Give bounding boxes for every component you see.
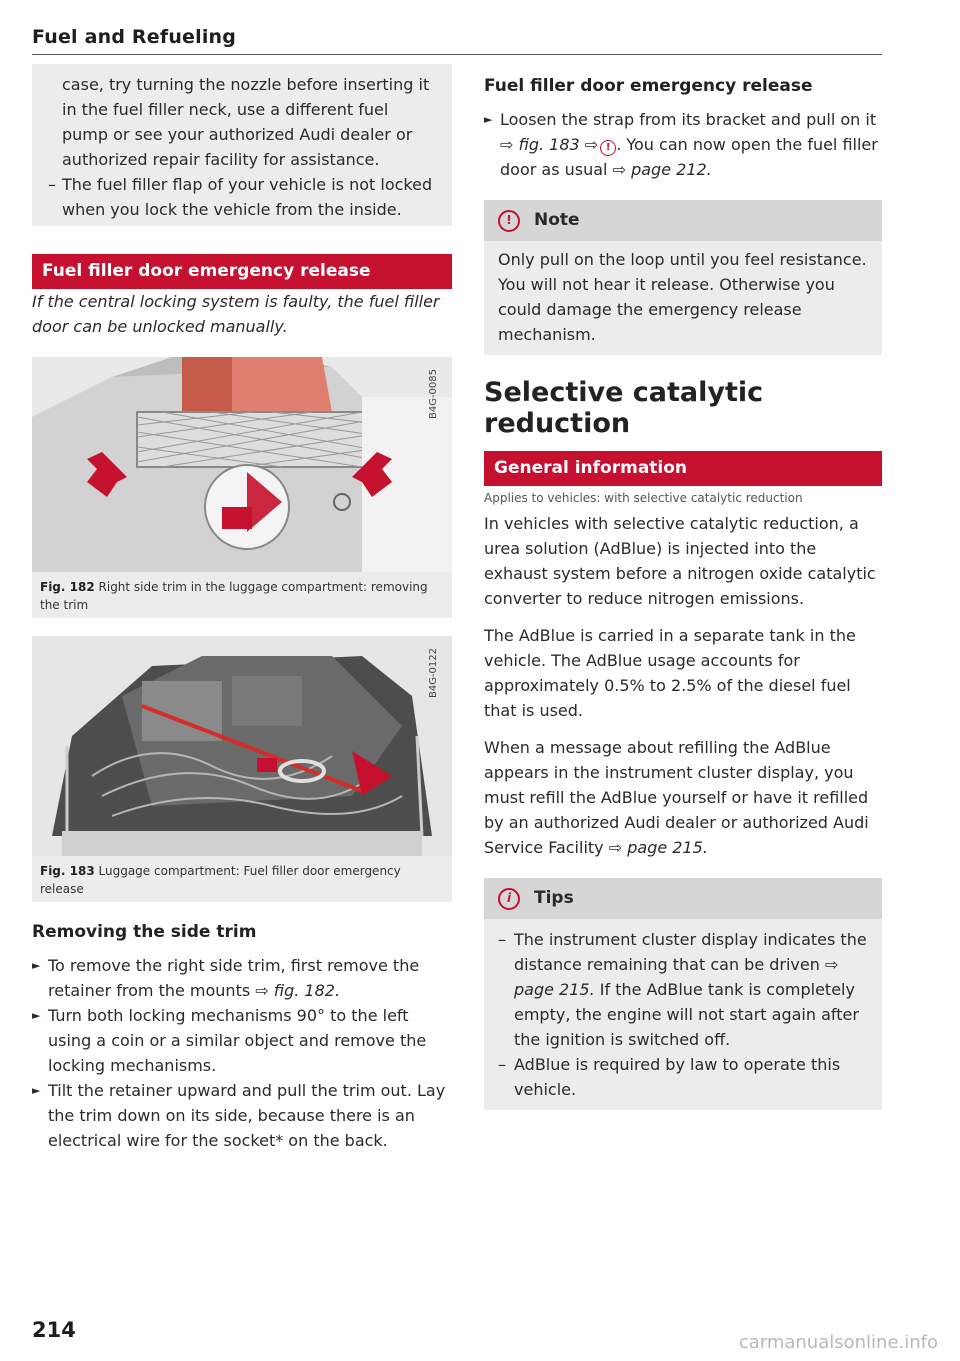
continued-item-text: The fuel filler flap of your vehicle is not locked when you lock the vehicle from the inside. <box>62 175 433 219</box>
fig-182-link[interactable]: ⇨ fig. 182. <box>255 981 341 1000</box>
header-rule <box>32 54 882 55</box>
release-step-a: Loosen the strap from its bracket and pull on it <box>500 110 877 129</box>
tip-item <box>498 1052 868 1102</box>
tips-title: Tips <box>534 888 574 908</box>
note-title: Note <box>534 210 580 230</box>
step-item <box>32 953 452 1003</box>
step-1-text: To remove the right side trim, first remove the retainer from the mounts <box>48 956 420 1000</box>
step-3-text: Tilt the retainer upward and pull the trim out. Lay the trim down on its side, because there is an electrical wire for the socket* on the back. <box>48 1081 446 1150</box>
step-item <box>484 107 882 182</box>
tip-2-text: AdBlue is required by law to operate this vehicle. <box>514 1055 841 1099</box>
paragraph <box>484 735 882 860</box>
continued-text: case, try turning the nozzle before inserting it in the fuel filler neck, use a different fuel pump or see your authorized Audi dealer or authorized repair facility for assistance. <box>62 75 430 169</box>
page-215-link[interactable]: ⇨ page 215. <box>514 955 839 999</box>
figure-183-image <box>32 636 452 856</box>
step-text <box>48 953 452 1003</box>
step-item <box>32 1003 452 1078</box>
tips-header <box>484 878 882 919</box>
step-item <box>32 1078 452 1153</box>
tip-1-a: The instrument cluster display indicates the distance remaining that can be driven <box>514 930 867 974</box>
paragraph: The AdBlue is carried in a separate tank in the vehicle. The AdBlue usage accounts for approximately 0.5% to 2.5% of the diesel fuel that is used. <box>484 626 856 720</box>
figure-183-code: B4G-0122 <box>428 648 439 699</box>
page-number: 214 <box>32 1318 76 1342</box>
left-column <box>32 64 452 1153</box>
tips-body <box>484 919 882 1110</box>
subheading-emergency-release: Fuel filler door emergency release <box>484 76 813 96</box>
step-marker: ► <box>32 1009 41 1022</box>
figure-182-text: Right side trim in the luggage compartment: removing the trim <box>40 580 428 612</box>
figure-183-caption <box>32 856 452 902</box>
section-title-emergency: Fuel filler door emergency release <box>32 254 452 289</box>
applies-to: Applies to vehicles: with selective catalytic reduction <box>484 491 803 505</box>
release-step-mid: . You can now open the fuel filler door as usual <box>500 135 878 179</box>
paragraph-3-text: When a message about refilling the AdBlue appears in the instrument cluster display, you must refill the AdBlue yourself or have it refilled by an authorized Audi dealer or authorized Audi Service Facility <box>484 738 869 857</box>
tip-1-text <box>514 927 868 1052</box>
figure-183 <box>32 636 452 902</box>
note-header <box>484 200 882 241</box>
page-212-link[interactable]: ⇨ page 212. <box>612 160 712 179</box>
figure-182-label: Fig. 182 <box>40 580 95 594</box>
dash-marker: – <box>498 930 506 949</box>
section-title-general: General information <box>484 451 882 486</box>
header-title: Fuel and Refueling <box>32 26 237 48</box>
note-box <box>484 200 882 355</box>
caution-icon: ! <box>600 140 616 156</box>
figure-183-label: Fig. 183 <box>40 864 95 878</box>
info-icon: i <box>498 888 520 910</box>
step-marker: ► <box>32 959 41 972</box>
dash-marker: – <box>498 1055 506 1074</box>
figure-182-image <box>32 357 452 572</box>
page-215-link[interactable]: ⇨ page 215. <box>608 838 708 857</box>
caution-icon: ! <box>498 210 520 232</box>
figure-182-caption <box>32 572 452 618</box>
step-marker: ► <box>484 113 493 126</box>
watermark: carmanualsonline.info <box>738 1332 938 1353</box>
fig-183-link[interactable]: ⇨ fig. 183 ⇨ <box>500 135 599 154</box>
page-header <box>32 26 882 48</box>
step-2-text: Turn both locking mechanisms 90° to the left using a coin or a similar object and remove the locking mechanisms. <box>48 1006 427 1075</box>
figure-183-text: Luggage compartment: Fuel filler door emergency release <box>40 864 401 896</box>
step-marker: ► <box>32 1084 41 1097</box>
release-step-text <box>500 107 882 182</box>
chapter-title: Selective catalytic reduction <box>484 377 764 439</box>
section-intro: If the central locking system is faulty, the fuel filler door can be unlocked manually. <box>32 292 440 336</box>
figure-182-code: B4G-0085 <box>428 369 439 420</box>
dash-marker: – <box>48 175 56 194</box>
subheading-side-trim: Removing the side trim <box>32 922 257 942</box>
continued-box <box>32 64 452 226</box>
paragraph: In vehicles with selective catalytic reduction, a urea solution (AdBlue) is injected into the exhaust system before a nitrogen oxide catalytic converter to reduce nitrogen emissions. <box>484 514 876 608</box>
tip-item <box>498 927 868 1052</box>
figure-182 <box>32 357 452 618</box>
note-body: Only pull on the loop until you feel resistance. You will not hear it release. Otherwise you could damage the emergency release mechanism. <box>498 250 867 344</box>
tip-1-b: If the AdBlue tank is completely empty, the engine will not start again after the ignition is switched off. <box>514 980 859 1049</box>
continued-item <box>48 172 436 222</box>
tips-box <box>484 878 882 1110</box>
right-column <box>484 64 882 1110</box>
